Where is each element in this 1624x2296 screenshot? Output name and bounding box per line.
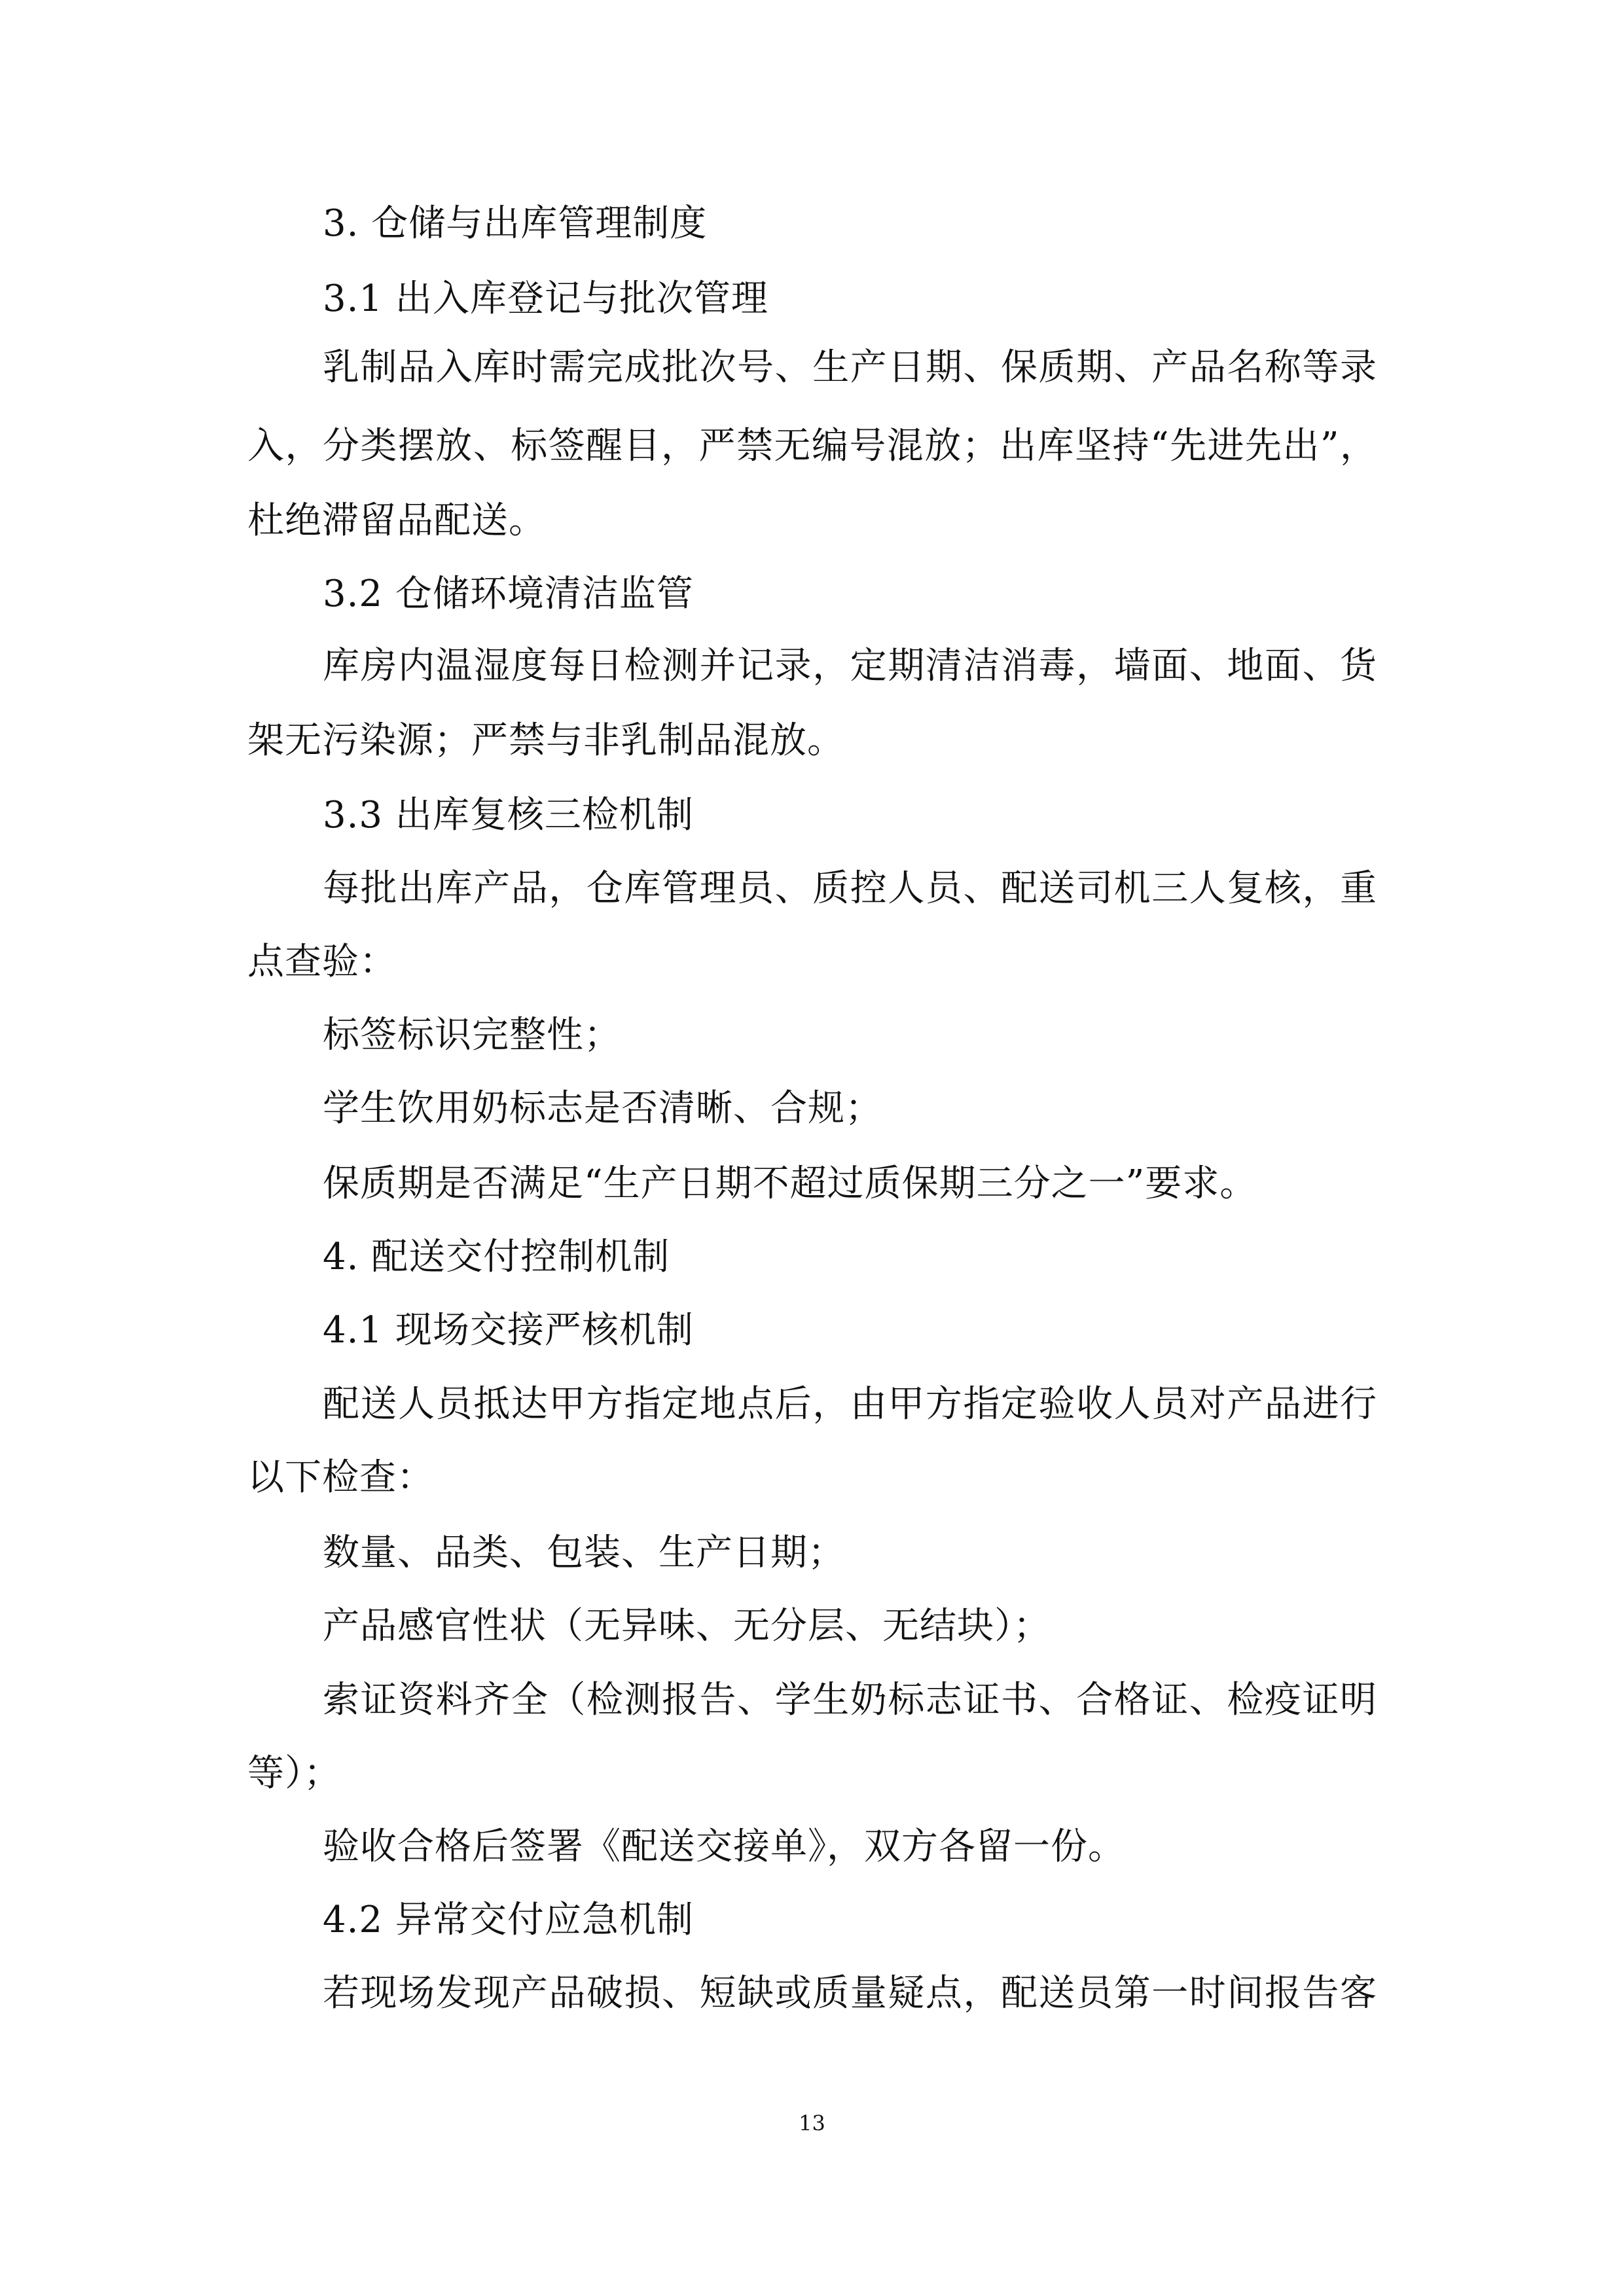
section-heading: 3. 仓储与出库管理制度 [323, 202, 708, 245]
list-item: 学生饮用奶标志是否清晰、合规； [323, 1087, 882, 1130]
list-item: 保质期是否满足“生产日期不超过质保期三分之一”要求。 [323, 1162, 1257, 1205]
subsection-heading: 3.1 出入库登记与批次管理 [323, 278, 768, 320]
paragraph-line: 每批出库产品，仓库管理员、质控人员、配送司机三人复核，重 [323, 867, 1377, 910]
paragraph-line: 乳制品入库时需完成批次号、生产日期、保质期、产品名称等录 [323, 346, 1377, 389]
paragraph-line: 入，分类摆放、标签醒目，严禁无编号混放；出库坚持“先进先出”， [247, 425, 1377, 467]
paragraph-line: 以下检查： [247, 1456, 434, 1499]
list-item: 索证资料齐全（检测报告、学生奶标志证书、合格证、检疫证明 [323, 1679, 1377, 1721]
paragraph-line: 杜绝滞留品配送。 [247, 499, 546, 542]
page-number: 13 [799, 2111, 825, 2136]
paragraph-line: 库房内温湿度每日检测并记录，定期清洁消毒，墙面、地面、货 [323, 645, 1377, 687]
paragraph-line: 等）； [247, 1752, 341, 1795]
list-item: 产品感官性状（无异味、无分层、无结块）； [323, 1605, 1051, 1647]
list-item: 数量、品类、包装、生产日期； [323, 1532, 845, 1574]
subsection-heading: 4.2 异常交付应急机制 [323, 1899, 694, 1941]
subsection-heading: 4.1 现场交接严核机制 [323, 1309, 694, 1352]
paragraph-line: 架无污染源；严禁与非乳制品混放。 [247, 719, 844, 762]
subsection-heading: 3.2 仓储环境清洁监管 [323, 573, 694, 615]
subsection-heading: 3.3 出库复核三检机制 [323, 794, 694, 836]
paragraph-line: 配送人员抵达甲方指定地点后，由甲方指定验收人员对产品进行 [323, 1383, 1377, 1426]
paragraph-line: 点查验： [247, 941, 397, 983]
list-item: 标签标识完整性； [323, 1014, 621, 1056]
list-item: 验收合格后签署《配送交接单》，双方各留一份。 [323, 1825, 1125, 1868]
paragraph-line: 若现场发现产品破损、短缺或质量疑点，配送员第一时间报告客 [323, 1972, 1377, 2015]
section-heading: 4. 配送交付控制机制 [323, 1236, 670, 1278]
